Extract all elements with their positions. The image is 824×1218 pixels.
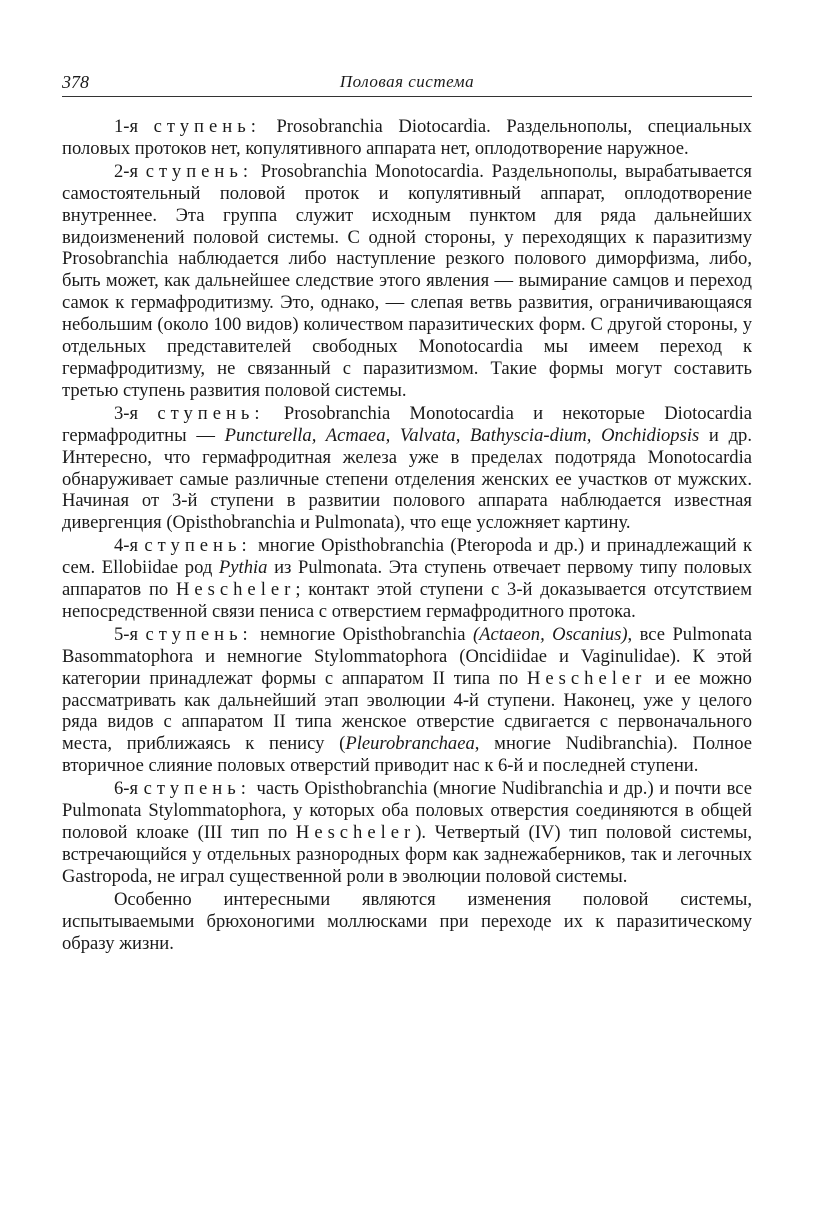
text-run: , все Pulmonata Basommatophora и немногие Stylommatophora (Oncidiidae и Vaginulidae). К этой категории принадлежат формы с аппаратом II типа по (62, 623, 752, 689)
page-header (62, 70, 752, 97)
text-run: 1-я (114, 116, 154, 137)
spaced-term: ступень: (144, 535, 252, 557)
italic-term: Pleurobranchaea (345, 733, 475, 755)
text-run: и ее можно рассматривать как дальнейший этап эволюции 4-й ступени. Наконец, уже у целого ряда видов с аппаратом II типа женское отверстие сдвигается с первоначального места, приближаясь к пенису ( (62, 667, 752, 755)
text-run: Prosobranchia Monotocardia. Раздельнополы, вырабатывается самостоятельный половой проток и копулятивный аппарат, оплодотворение внутреннее. Эта группа служит исходным пунктом для ряда дальнейших видоизменений половой системы. С одной стороны, у переходящих к паразитизму Prosobranchia наблюдается либо наступление резкого полового диморфизма, либо, быть может, как дальнейшее следствие этого явления — вымирание самцов и переход самок к гермафродитизму. Это, однако, — слепая ветвь развития, ограничивающаяся небольшим (около 100 видов) количеством паразитических форм. С другой стороны, у отдельных представителей свободных Monotocardia мы имеем переход к гермафродитизму, не связанный с паразитизмом. Такие формы могут составить третью ступень развития половой системы. (62, 160, 752, 401)
text-run: 4-я (114, 535, 145, 557)
text-run: многие Opisthobranchia (Pteropoda и др.) и принадлежащий к сем. Ellobiidae род (62, 535, 752, 579)
text-run: Особенно интересными являются изменения половой системы, испытываемыми брюхоногими моллюсками при переходе их к паразитическому образу жизни. (62, 888, 752, 954)
text-run: и др. Интересно, что гермафродитная железа уже в пределах подотряда Monotocardia обнаруживает самые различные степени отделения женских ее участков от мужских. Начиная от 3-й ступени в развитии полового аппарата наблюдается известная дивергенция (Opisthobranchia и Pulmonata), что еще усложняет картину. (62, 424, 752, 534)
italic-term: (Actaeon, Oscanius) (472, 623, 628, 645)
text-run: Prosobranchia Diotocardia. Раздельнополы, специальных половых протоков нет, копулятивного аппарата нет, оплодотворение наружное. (62, 116, 752, 159)
paragraph (62, 889, 752, 955)
text-run: часть Opisthobranchia (многие Nudibranchia и др.) и почти все Pulmonata Stylommatophora, у которых оба половых отверстия соединяются в общей половой клоаке (III тип по (62, 778, 752, 843)
spaced-term: Hescheler (295, 822, 416, 843)
text-run: Prosobranchia Monotocardia и некоторые Diotocardia гермафродитны — (62, 402, 752, 446)
spaced-term: ступень: (145, 160, 254, 182)
text-run: , многие Nudibranchia). Полное вторичное слияние половых отверстий приводит нас к 6-й и последней ступени. (62, 733, 752, 777)
spaced-term: ступень: (153, 116, 261, 137)
text-run: 2-я (114, 160, 146, 182)
text-run: ; контакт этой ступени с 3-й доказывается отсутствием непосредственной связи пениса с отверстием гермафродитного протока. (62, 579, 752, 622)
spaced-term: Hescheler (526, 667, 647, 689)
running-title: Половая система (339, 72, 475, 91)
page-number: 378 (62, 72, 89, 92)
spaced-term: Hescheler (175, 579, 296, 601)
spaced-term: ступень: (145, 623, 253, 645)
paragraph (62, 535, 752, 623)
text-run: из Pulmonata. Эта ступень отвечает первому типу половых аппаратов по (62, 557, 753, 601)
text-run: ). Четвертый (IV) тип половой системы, встречающийся у отдельных разнородных форм как заднежаберников, так и легочных Gastropoda, не играл существенной роли в эволюции половой системы. (62, 822, 753, 887)
spaced-term: ступень: (143, 778, 251, 800)
paragraph (62, 778, 752, 888)
text-run: немногие Opisthobranchia (252, 623, 473, 645)
italic-term: Puncturella, Acmaea, Valvata, Bathyscia-dium, Onchidiopsis (224, 424, 700, 446)
spaced-term: ступень: (157, 402, 265, 424)
paragraph (62, 624, 752, 777)
paragraph (62, 403, 752, 534)
paragraph (62, 161, 752, 402)
body-text (62, 116, 752, 954)
italic-term: Pythia (218, 557, 268, 579)
text-run: 3-я (114, 402, 158, 424)
paragraph (62, 116, 752, 160)
text-run: 6-я (114, 778, 144, 800)
text-run: 5-я (114, 623, 146, 645)
